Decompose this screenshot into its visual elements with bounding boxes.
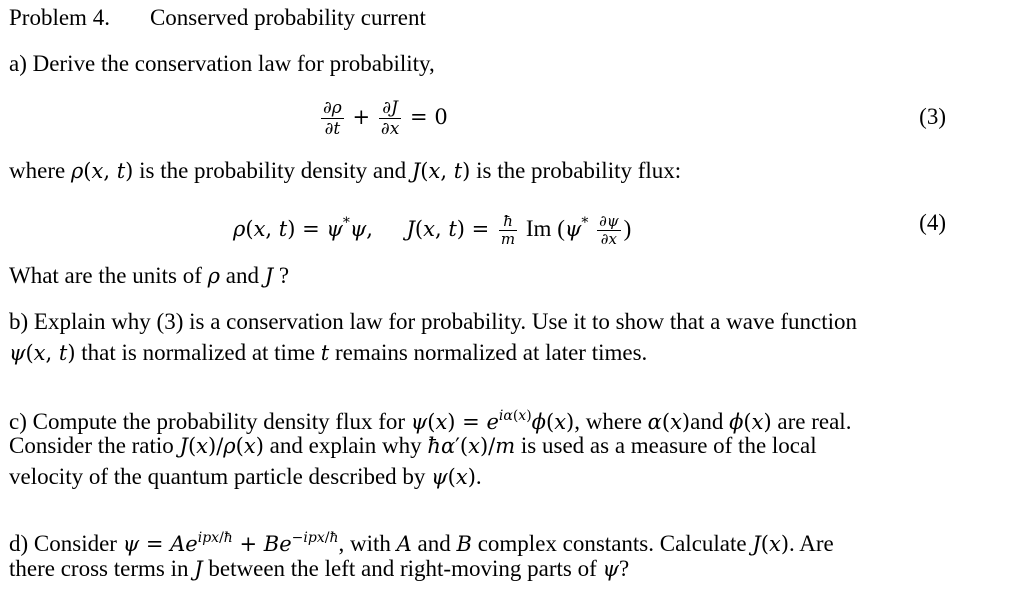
- equation-4-number: (4): [919, 210, 946, 235]
- hbar-over-m-fraction: $\frac{ħ}{m}$: [500, 212, 516, 249]
- equation-4: ρ(x, t) = ψ*ψ, J(x, t) = $\frac{ħ}{m}$ Im (ψ* $\frac{\partial\psi}{\partial x}$ ): [233, 212, 632, 249]
- part-c-line-1: c) Compute the probability density flux for $\psi(x) = e^{i\alpha(x)}\phi(x)$, where α(x)and ϕ(x) are real.: [9, 408, 852, 434]
- drho-dt-fraction: $\frac{\partial\rho}{\partial t}$: [323, 98, 342, 140]
- problem-title: Conserved probability current: [149, 5, 426, 30]
- equation-3-number: (3): [919, 104, 946, 129]
- part-a-units-question: What are the units of ρ and J ?: [9, 263, 290, 288]
- problem-number: Problem 4.: [9, 5, 110, 30]
- part-b-line-1: b) Explain why (3) is a conservation law for probability. Use it to show that a wave function: [9, 309, 858, 334]
- part-b-line-2: ψ(x, t) that is normalized at time t remains normalized at later times.: [9, 340, 648, 365]
- dpsi-dx-fraction: $\frac{\partial\psi}{\partial x}$: [599, 212, 619, 249]
- part-d-line-1: d) Consider $\psi = Ae^{ipx/ħ} + Be^{-ipx/ħ}$, with A and B complex constants. Calculate J(x). Are: [9, 530, 834, 556]
- part-c-line-3: velocity of the quantum particle described by ψ(x).: [9, 464, 482, 489]
- part-a-where: where ρ(x, t) is the probability density and J(x, t) is the probability flux:: [9, 158, 682, 183]
- part-d-line-2: there cross terms in J between the left and right-moving parts of ψ?: [9, 556, 630, 581]
- part-c-line-2: Consider the ratio J(x)/ρ(x) and explain why ħα′(x)/m is used as a measure of the local: [9, 433, 817, 458]
- problem-header: [9, 4, 426, 32]
- part-a-intro: a) Derive the conservation law for probability,: [9, 51, 435, 76]
- equation-3: $\frac{\partial\rho}{\partial t}$ + $\frac{\partial J}{\partial x}$ = 0: [323, 98, 448, 140]
- dj-dx-fraction: $\frac{\partial J}{\partial x}$: [380, 98, 400, 140]
